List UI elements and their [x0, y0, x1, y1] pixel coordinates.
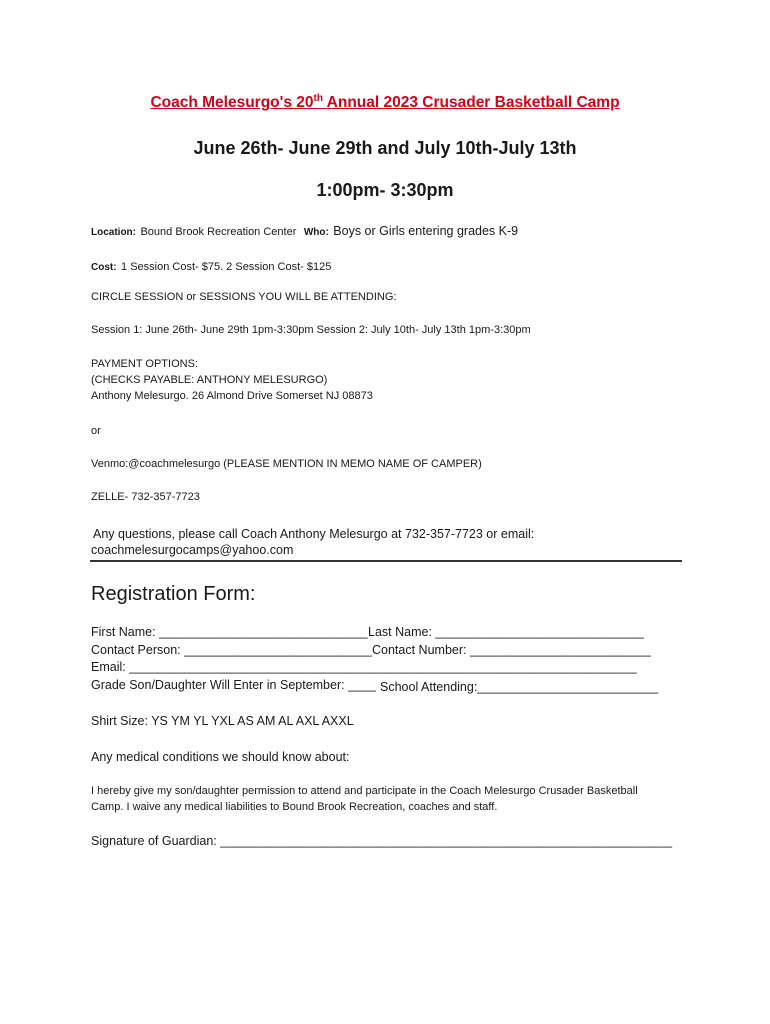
section-divider: [90, 560, 682, 562]
school-attending-field[interactable]: School Attending:__________________________: [380, 680, 659, 694]
last-name-field[interactable]: Last Name: ______________________________: [368, 625, 644, 639]
location-who-line: [91, 222, 518, 240]
permission-line-2: Camp. I waive any medical liabilities to Bound Brook Recreation, coaches and staff.: [91, 801, 498, 813]
location-value: Bound Brook Recreation Center: [140, 226, 297, 238]
title-superscript: th: [313, 92, 323, 104]
zelle-line: ZELLE- 732-357-7723: [91, 491, 200, 503]
contact-person-field[interactable]: Contact Person: ___________________________: [91, 643, 372, 657]
contact-number-field[interactable]: Contact Number: __________________________: [372, 643, 651, 657]
cost-value: 1 Session Cost- $75. 2 Session Cost- $125: [121, 261, 332, 273]
camp-dates: June 26th- June 29th and July 10th-July 13th: [193, 138, 577, 158]
grade-field[interactable]: Grade Son/Daughter Will Enter in September: ____: [91, 678, 376, 692]
payment-heading: PAYMENT OPTIONS:: [91, 358, 198, 370]
venmo-line: Venmo:@coachmelesurgo (PLEASE MENTION IN MEMO NAME OF CAMPER): [91, 458, 482, 470]
medical-conditions-prompt[interactable]: Any medical conditions we should know about:: [91, 750, 350, 764]
camp-title: [0, 94, 770, 112]
who-label: Who:: [303, 227, 329, 238]
or-text: or: [91, 425, 101, 437]
title-part2: Annual 2023 Crusader Basketball Camp: [322, 94, 620, 111]
shirt-size-line[interactable]: Shirt Size: YS YM YL YXL AS AM AL AXL AXXL: [91, 714, 354, 728]
guardian-signature-field[interactable]: Signature of Guardian: _________________________________________________________________: [91, 834, 673, 848]
first-name-field[interactable]: First Name: ______________________________: [91, 625, 368, 639]
contact-email: coachmelesurgocamps@yahoo.com: [91, 543, 294, 557]
payment-checks: (CHECKS PAYABLE: ANTHONY MELESURGO): [91, 374, 328, 386]
email-field[interactable]: Email: _________________________________________________________________________: [91, 660, 637, 674]
title-part1: Coach Melesurgo's 20: [150, 94, 314, 111]
registration-form-title: Registration Form:: [91, 583, 256, 605]
who-value: Boys or Girls entering grades K-9: [333, 224, 519, 238]
location-label: Location:: [91, 227, 136, 238]
payment-address: Anthony Melesurgo. 26 Almond Drive Somerset NJ 08873: [91, 390, 373, 402]
camp-time: 1:00pm- 3:30pm: [316, 180, 454, 200]
questions-line: Any questions, please call Coach Anthony Melesurgo at 732-357-7723 or email:: [93, 527, 535, 541]
cost-line: [91, 257, 331, 275]
permission-line-1: I hereby give my son/daughter permission to attend and participate in the Coach Melesurgo Crusader Basketball: [91, 785, 638, 797]
circle-session-note: CIRCLE SESSION or SESSIONS YOU WILL BE ATTENDING:: [91, 291, 397, 303]
cost-label: Cost:: [91, 262, 117, 273]
sessions-line: Session 1: June 26th- June 29th 1pm-3:30pm Session 2: July 10th- July 13th 1pm-3:30pm: [91, 324, 531, 336]
